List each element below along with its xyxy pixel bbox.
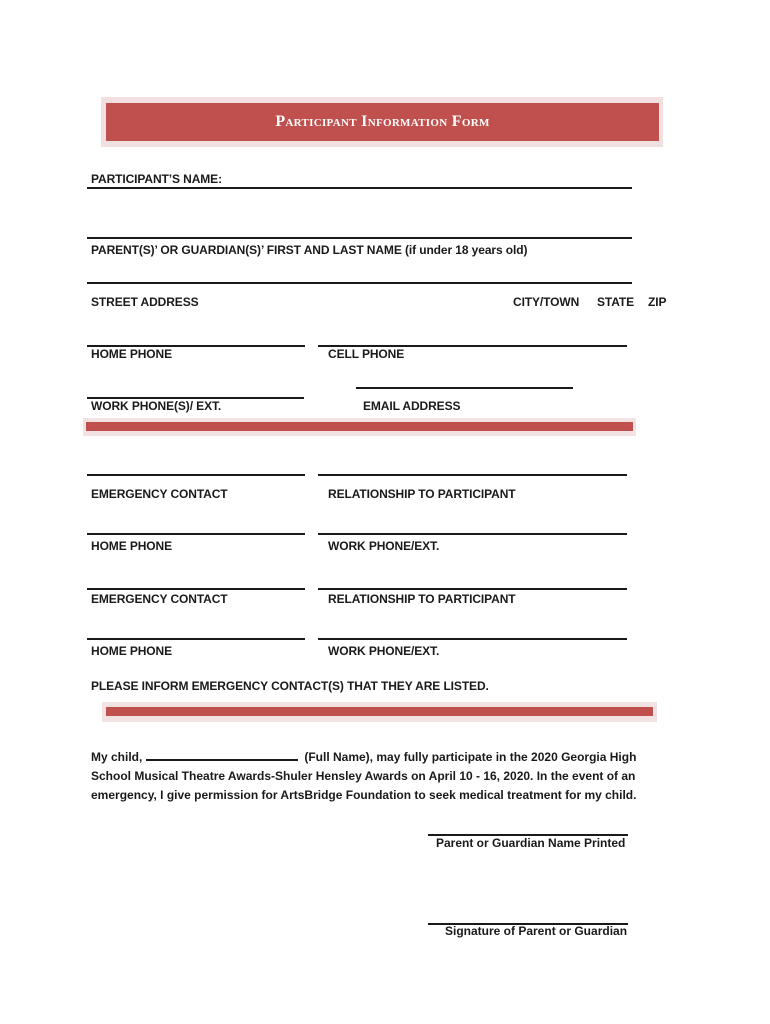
emergency-contact-1-label: EMERGENCY CONTACT	[91, 487, 228, 501]
emergency-contact-2-label: EMERGENCY CONTACT	[91, 592, 228, 606]
emergency-home-phone-2-label: HOME PHONE	[91, 644, 173, 658]
guardian-name-line[interactable]	[87, 237, 632, 239]
relationship-1-label: RELATIONSHIP TO PARTICIPANT	[328, 487, 516, 501]
street-address-label: STREET ADDRESS	[91, 295, 199, 309]
consent-body: (Full Name), may fully participate in the 2020 Georgia High School Musical Theatre Awards-Shuler Hensley Awards on April 10 - 16, 2020. In the event of an emergency, I give permission for ArtsBridge Foundation to seek medical treatment for my child.	[91, 750, 637, 802]
emergency-home-phone-1-label: HOME PHONE	[91, 539, 173, 553]
emergency-contact-2-line[interactable]	[87, 588, 305, 590]
relationship-2-label: RELATIONSHIP TO PARTICIPANT	[328, 592, 516, 606]
email-address-label: EMAIL ADDRESS	[363, 399, 461, 413]
child-name-blank[interactable]	[146, 749, 298, 761]
emergency-work-phone-1-line[interactable]	[318, 533, 627, 535]
form-title: Participant Information Form	[106, 103, 659, 141]
participant-name-line[interactable]	[87, 187, 632, 189]
address-line[interactable]	[87, 282, 632, 284]
emergency-work-phone-1-label: WORK PHONE/EXT.	[328, 539, 440, 553]
consent-paragraph	[91, 748, 661, 805]
state-label: STATE	[597, 295, 635, 309]
consent-prefix: My child,	[91, 750, 143, 764]
emergency-home-phone-2-line[interactable]	[87, 638, 305, 640]
participant-name-label: PARTICIPANT’S NAME:	[91, 172, 222, 186]
emergency-home-phone-1-line[interactable]	[87, 533, 305, 535]
zip-label: ZIP	[648, 295, 667, 309]
emergency-work-phone-2-label: WORK PHONE/EXT.	[328, 644, 440, 658]
printed-name-label: Parent or Guardian Name Printed	[436, 836, 626, 850]
city-town-label: CITY/TOWN	[513, 295, 580, 309]
section-divider	[86, 422, 633, 431]
consent-divider	[106, 707, 653, 716]
emergency-contact-1-line[interactable]	[87, 474, 305, 476]
work-phone-label: WORK PHONE(S)/ EXT.	[91, 399, 222, 413]
emergency-work-phone-2-line[interactable]	[318, 638, 627, 640]
relationship-1-line[interactable]	[318, 474, 627, 476]
relationship-2-line[interactable]	[318, 588, 627, 590]
cell-phone-label: CELL PHONE	[328, 347, 405, 361]
signature-label: Signature of Parent or Guardian	[445, 924, 628, 938]
guardian-name-label: PARENT(S)’ OR GUARDIAN(S)’ FIRST AND LAST NAME (if under 18 years old)	[91, 243, 528, 257]
home-phone-label: HOME PHONE	[91, 347, 173, 361]
emergency-notice: PLEASE INFORM EMERGENCY CONTACT(S) THAT THEY ARE LISTED.	[91, 679, 489, 693]
email-line[interactable]	[356, 387, 573, 389]
